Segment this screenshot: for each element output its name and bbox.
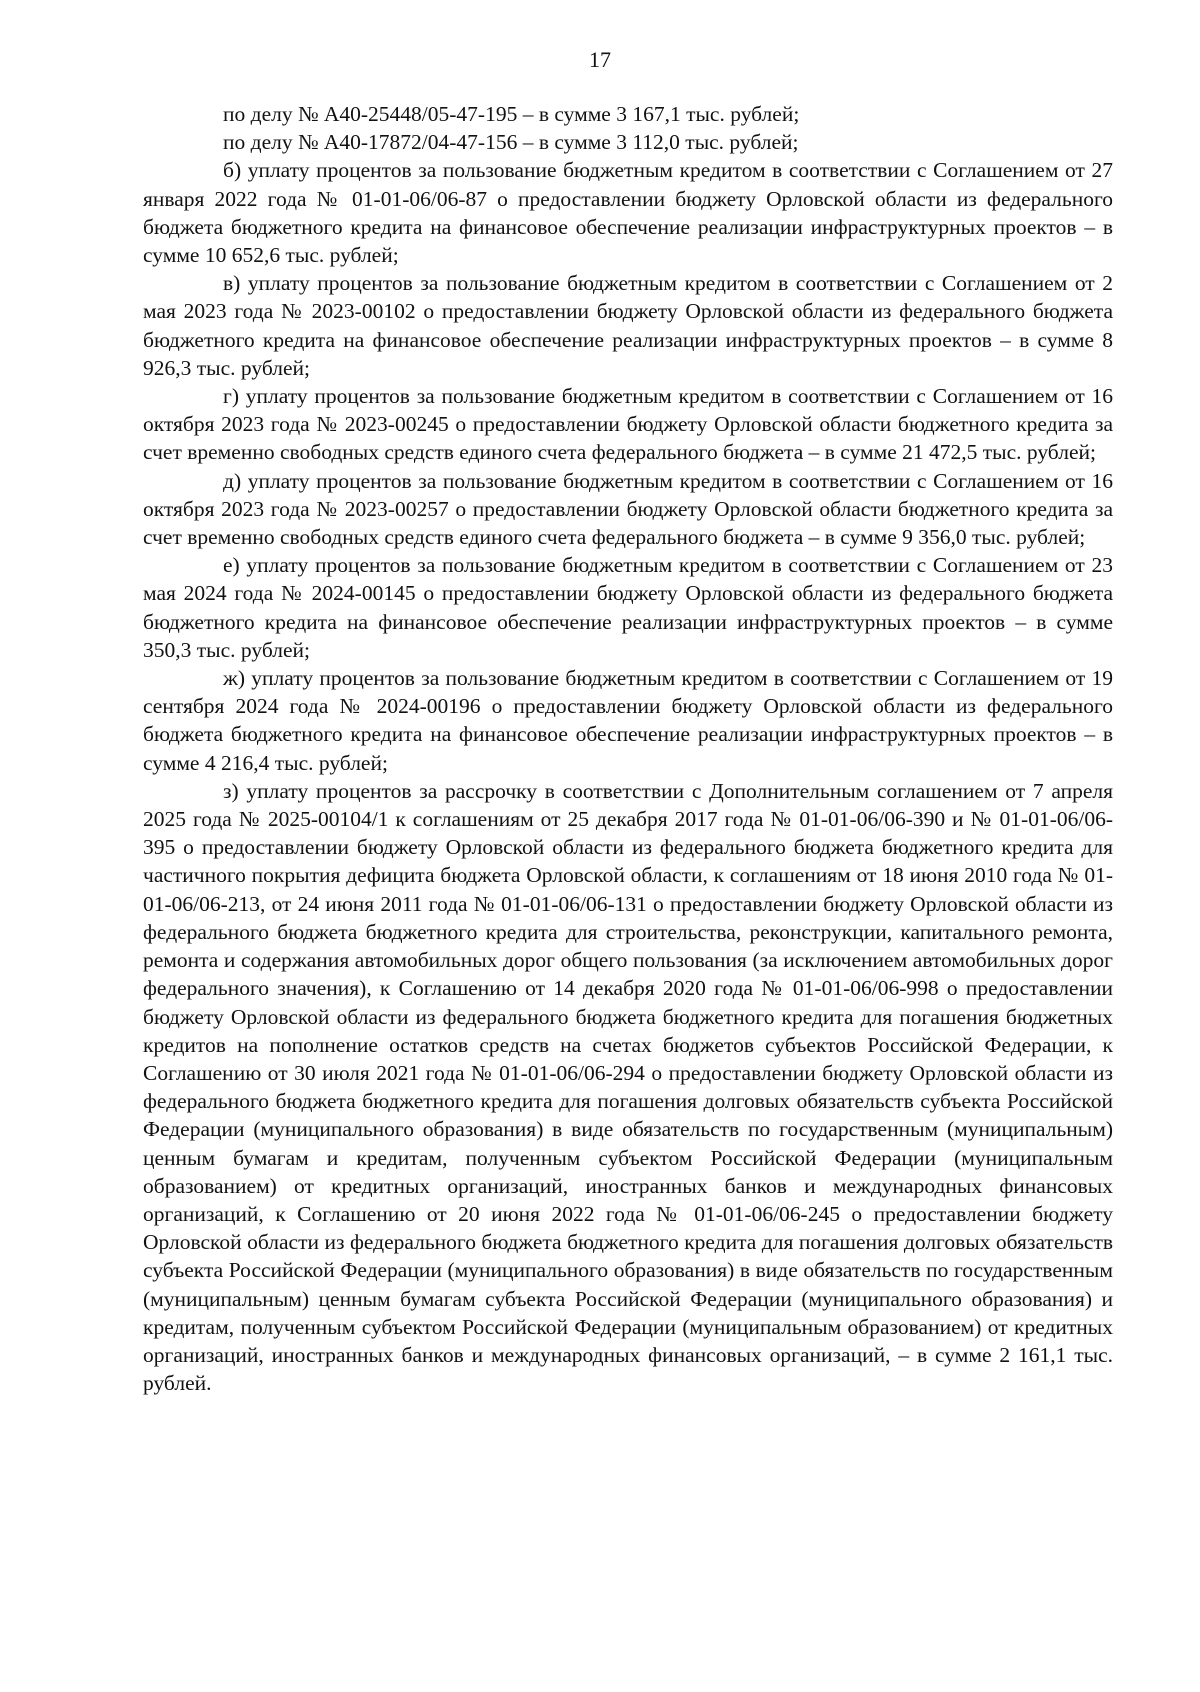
paragraph-b: б) уплату процентов за пользование бюджетным кредитом в соответствии с Соглашением от 27 января 2022 года № 01-01-06/06-87 о предоставлении бюджету Орловской области из федерального бюджета бюджетного кредита на финансовое обеспечение реализации инфраструктурных проектов – в сумме 10 652,6 тыс. рублей;: [143, 158, 1113, 268]
paragraph-g: г) уплату процентов за пользование бюджетным кредитом в соответствии с Соглашением от 16 октября 2023 года № 2023-00245 о предоставлении бюджету Орловской области бюджетного кредита за счет временно свободных средств единого счета федерального бюджета – в сумме 21 472,5 тыс. рублей;: [143, 384, 1113, 465]
paragraph-e: е) уплату процентов за пользование бюджетным кредитом в соответствии с Соглашением от 23 мая 2024 года № 2024-00145 о предоставлении бюджету Орловской области из федерального бюджета бюджетного кредита на финансовое обеспечение реализации инфраструктурных проектов – в сумме 350,3 тыс. рублей;: [143, 553, 1113, 662]
paragraph-zh: ж) уплату процентов за пользование бюджетным кредитом в соответствии с Соглашением от 19 сентября 2024 года № 2024-00196 о предоставлении бюджету Орловской области из федерального бюджета бюджетного кредита на финансовое обеспечение реализации инфраструктурных проектов – в сумме 4 216,4 тыс. рублей;: [143, 666, 1113, 775]
paragraph-z: з) уплату процентов за рассрочку в соответствии с Дополнительным соглашением от 7 апреля 2025 года № 2025-00104/1 к соглашениям от 25 декабря 2017 года № 01-01-06/06-390 и № 01-01-06/06-395 о предоставлении бюджету Орловской области из федерального бюджета бюджетного кредита для частичного покрытия дефицита бюджета Орловской области, к соглашениям от 18 июня 2010 года № 01-01-06/06-213, от 24 июня 2011 года № 01-01-06/06-131 о предоставлении бюджету Орловской области из федерального бюджета бюджетного кредита для строительства, реконструкции, капитального ремонта, ремонта и содержания автомобильных дорог общего пользования (за исключением автомобильных дорог федерального значения), к Соглашению от 14 декабря 2020 года № 01-01-06/06-998 о предоставлении бюджету Орловской области из федерального бюджета бюджетного кредита для погашения бюджетных кредитов на пополнение остатков средств на счетах бюджетов субъектов Российской Федерации, к Соглашению от 30 июля 2021 года № 01-01-06/06-294 о предоставлении бюджету Орловской области из федерального бюджета бюджетного кредита для погашения долговых обязательств субъекта Российской Федерации (муниципального образования) в виде обязательств по государственным (муниципальным) ценным бумагам и кредитам, полученным субъектом Российской Федерации (муниципальным образованием) от кредитных организаций, иностранных банков и международных финансовых организаций, к Соглашению от 20 июня 2022 года № 01-01-06/06-245 о предоставлении бюджету Орловской области из федерального бюджета бюджетного кредита для погашения долговых обязательств субъекта Российской Федерации (муниципального образования) в виде обязательств по государственным (муниципальным) ценным бумагам субъекта Российской Федерации (муниципального образования) и кредитам, полученным субъектом Российской Федерации (муниципальным образованием) от кредитных организаций, иностранных банков и международных финансовых организаций, – в сумме 2 161,1 тыс. рублей.: [143, 778, 1113, 1396]
case-line-2: по делу № А40-17872/04-47-156 – в сумме 3 112,0 тыс. рублей;: [223, 130, 799, 155]
case-line-1: по делу № А40-25448/05-47-195 – в сумме 3 167,1 тыс. рублей;: [223, 102, 800, 126]
document-body: [143, 100, 1113, 1397]
paragraph-v: в) уплату процентов за пользование бюджетным кредитом в соответствии с Соглашением от 2 мая 2023 года № 2023-00102 о предоставлении бюджету Орловской области из федерального бюджета бюджетного кредита на финансовое обеспечение реализации инфраструктурных проектов – в сумме 8 926,3 тыс. рублей;: [143, 271, 1113, 380]
paragraph-d: д) уплату процентов за пользование бюджетным кредитом в соответствии с Соглашением от 16 октября 2023 года № 2023-00257 о предоставлении бюджету Орловской области бюджетного кредита за счет временно свободных средств единого счета федерального бюджета – в сумме 9 356,0 тыс. рублей;: [143, 468, 1113, 550]
page-number: 17: [589, 47, 611, 72]
